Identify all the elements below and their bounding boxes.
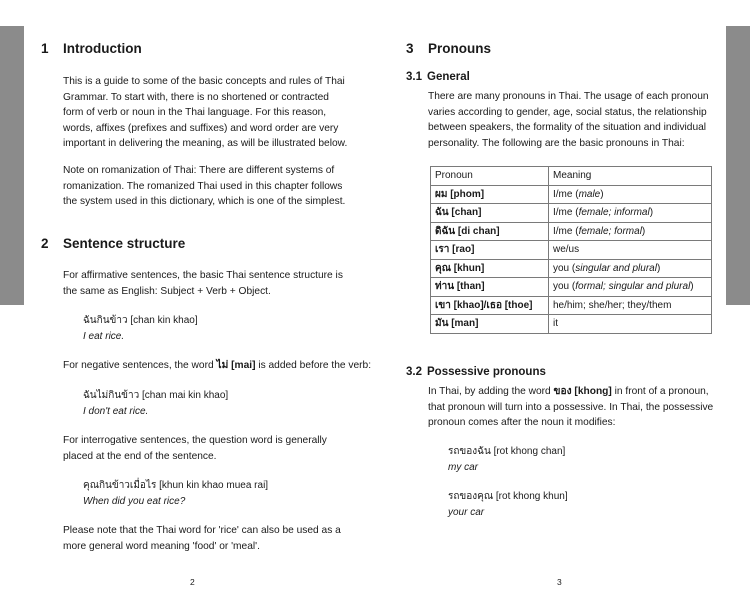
text-line: romanization. The romanized Thai used in this chapter follows	[63, 180, 343, 192]
thai-word: ของ [khong]	[553, 386, 612, 397]
example-thai: รถของฉัน [rot khong chan]	[448, 446, 566, 457]
pronoun-cell: เรา [rao]	[431, 241, 549, 260]
text-span: In Thai, by adding the word	[428, 386, 554, 397]
meaning-cell	[549, 259, 712, 278]
table-row	[431, 222, 712, 241]
text-line: For interrogative sentences, the question word is generally	[63, 435, 327, 446]
page-number-right: 3	[557, 577, 562, 587]
example-thai: คุณกินข้าวเมื่อไร [khun kin khao muea rai]	[83, 480, 269, 491]
section-title: Sentence structure	[63, 236, 186, 251]
example-affirmative	[83, 313, 198, 344]
text-span: For negative sentences, the word	[63, 360, 217, 371]
meaning-text: it	[553, 318, 558, 330]
text-line: the system used in this dictionary, which is one of the simplest.	[63, 196, 346, 207]
meaning-end: )	[600, 188, 604, 200]
section-number: 1	[41, 41, 49, 56]
text-line	[428, 384, 713, 400]
example-gloss: my car	[448, 461, 478, 473]
meaning-cell	[549, 315, 712, 334]
example-gloss: your car	[448, 506, 485, 518]
meaning-text: we/us	[553, 244, 580, 256]
text-line: between speakers, the formality of the situation and individual	[428, 122, 707, 133]
section-number: 2	[41, 236, 49, 251]
table-row	[431, 315, 712, 334]
text-line: Grammar. To start with, there is no shortened or contracted	[63, 91, 329, 103]
intro-paragraph	[63, 74, 347, 152]
affirmative-paragraph	[63, 268, 343, 299]
text-line: that pronoun will turn into a possessive. In Thai, the possessive	[428, 401, 714, 413]
table-row	[431, 259, 712, 278]
meaning-note: singular and plural	[575, 262, 657, 274]
subsection-title: General	[427, 71, 470, 83]
thumb-tab-right	[726, 26, 750, 305]
pronoun-cell: มัน [man]	[431, 315, 549, 334]
romanization-note	[63, 163, 345, 210]
meaning-end: )	[649, 207, 654, 219]
text-line: There are many pronouns in Thai. The usage of each pronoun	[428, 91, 709, 102]
column-header-meaning: Meaning	[549, 167, 712, 186]
meaning-text: you (	[553, 281, 576, 293]
text-line: the same as English: Subject + Verb + Object.	[63, 285, 271, 297]
meaning-note: formal; singular and plural	[575, 281, 691, 293]
pronoun-cell: คุณ [khun]	[431, 259, 549, 278]
page-number-left: 2	[190, 577, 195, 587]
example-thai: ฉันไม่กินข้าว [chan mai kin khao]	[83, 390, 229, 401]
table-header-row	[431, 167, 712, 186]
interrogative-paragraph	[63, 433, 327, 464]
example-interrogative	[83, 478, 268, 509]
example-negative	[83, 388, 228, 419]
meaning-note: female; formal	[578, 225, 642, 237]
text-line: Please note that the Thai word for 'rice' can also be used as a	[63, 525, 341, 536]
thai-word: ไม่ [mai]	[216, 360, 256, 371]
meaning-text: I/me (	[553, 207, 579, 219]
text-line: placed at the end of the sentence.	[63, 450, 217, 462]
example-thai: รถของคุณ [rot khong khun]	[448, 491, 568, 502]
negative-paragraph	[63, 358, 371, 374]
text-line: pronoun comes after the noun it modifies:	[428, 417, 616, 428]
text-span: in front of a pronoun,	[611, 386, 709, 397]
meaning-cell	[549, 241, 712, 260]
text-line: important in delivering the meaning, as will be illustrated below.	[63, 138, 348, 149]
meaning-cell	[549, 222, 712, 241]
example-thai: ฉันกินข้าว [chan kin khao]	[83, 315, 198, 326]
meaning-cell	[549, 278, 712, 297]
meaning-end: )	[641, 225, 646, 237]
possessive-paragraph	[428, 384, 713, 431]
rice-note	[63, 523, 341, 554]
text-span: is added before the verb:	[255, 360, 372, 371]
meaning-text: you (	[553, 262, 576, 274]
example-possessive-your	[448, 489, 568, 520]
pronoun-cell: เขา [khao]/เธอ [thoe]	[431, 296, 549, 315]
meaning-text: I/me (	[553, 188, 579, 200]
pronoun-cell: ดิฉัน [di chan]	[431, 222, 549, 241]
table-row	[431, 278, 712, 297]
section-number: 3	[406, 41, 414, 56]
example-possessive-my	[448, 444, 565, 475]
table-row	[431, 204, 712, 223]
meaning-cell	[549, 296, 712, 315]
example-gloss: I don't eat rice.	[83, 405, 149, 417]
text-line: more general word meaning 'food' or 'meal'.	[63, 540, 260, 552]
text-line: For affirmative sentences, the basic Thai sentence structure is	[63, 270, 343, 281]
pronoun-cell: ท่าน [than]	[431, 278, 549, 297]
text-line: This is a guide to some of the basic concepts and rules of Thai	[63, 76, 345, 87]
pronoun-cell: ผม [phom]	[431, 185, 549, 204]
example-gloss: When did you eat rice?	[83, 495, 186, 507]
text-line: personality. The following are the basic pronouns in Thai:	[428, 137, 685, 149]
subsection-number: 3.1	[406, 71, 422, 83]
meaning-text: I/me (	[553, 225, 579, 237]
meaning-note: male	[578, 188, 601, 200]
subsection-number: 3.2	[406, 366, 422, 378]
table-row	[431, 185, 712, 204]
section-title: Pronouns	[428, 41, 491, 56]
pronoun-cell: ฉัน [chan]	[431, 204, 549, 223]
table-row	[431, 241, 712, 260]
example-gloss: I eat rice.	[83, 330, 125, 342]
general-paragraph	[428, 89, 709, 151]
column-header-pronoun: Pronoun	[431, 167, 549, 186]
meaning-text: he/him; she/her; they/them	[553, 299, 672, 311]
text-line: varies according to gender, age, social status, the relationship	[428, 106, 707, 118]
text-line: Note on romanization of Thai: There are different systems of	[63, 165, 335, 176]
meaning-cell	[549, 185, 712, 204]
meaning-note: female; informal	[578, 207, 650, 219]
subsection-title: Possessive pronouns	[427, 366, 546, 378]
section-title: Introduction	[63, 41, 142, 56]
text-line: form of verb or noun in the Thai language. For this reason,	[63, 107, 327, 118]
meaning-cell	[549, 204, 712, 223]
meaning-end: )	[690, 281, 694, 293]
meaning-end: )	[656, 262, 661, 274]
table-row	[431, 296, 712, 315]
text-line: words, affixes (prefixes and suffixes) and word order are very	[63, 122, 339, 134]
pronoun-table	[430, 166, 712, 334]
